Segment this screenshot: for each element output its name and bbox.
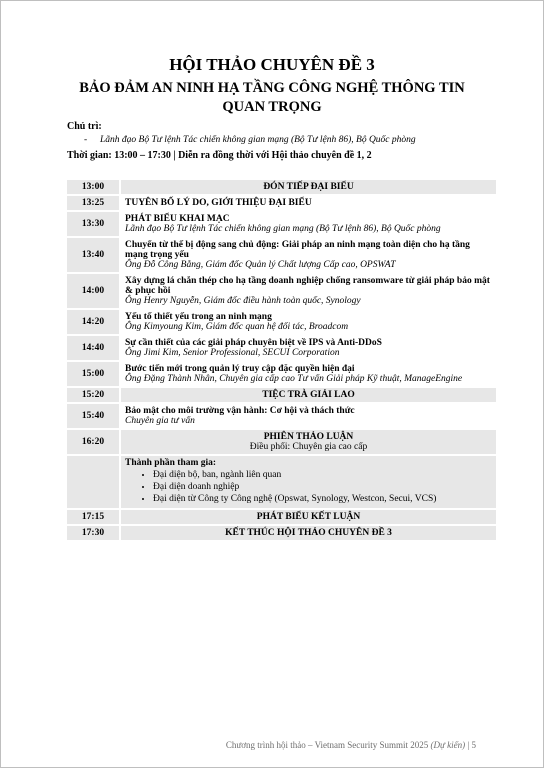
agenda-time: 17:30: [67, 526, 119, 540]
footer-draft: (Dự kiến): [430, 740, 466, 750]
agenda-speaker: Ông Kimyoung Kim, Giám đốc quan hệ đối tác, Broadcom: [125, 322, 349, 332]
agenda-row: [67, 310, 496, 334]
agenda-speaker: Ông Đặng Thành Nhân, Chuyên gia cấp cao Tư vấn Giải pháp Kỹ thuật, ManageEngine: [125, 374, 463, 384]
agenda-speaker: Ông Jimi Kim, Senior Professional, SECUI Corporation: [125, 348, 340, 358]
chair-text: Lãnh đạo Bộ Tư lệnh Tác chiến không gian mạng (Bộ Tư lệnh 86), Bộ Quốc phòng: [100, 135, 416, 145]
agenda-title: PHÁT BIỂU KẾT LUẬN: [119, 510, 496, 524]
footer-text: Chương trình hội thảo – Vietnam Security Summit 2025: [225, 740, 429, 750]
agenda-time: 14:20: [67, 310, 119, 334]
agenda-row: [67, 510, 496, 524]
agenda-table: [67, 178, 496, 542]
time-info: Thời gian: 13:00 – 17:30 | Diễn ra đồng thời với Hội thảo chuyên đề 1, 2: [67, 150, 372, 161]
agenda-time: 13:00: [67, 180, 119, 194]
agenda-title: Yếu tố thiết yếu trong an ninh mạng: [125, 312, 272, 322]
chair-dash: -: [84, 135, 88, 145]
page-subtitle: [0, 79, 544, 117]
agenda-cell: [119, 238, 496, 272]
agenda-time: 15:00: [67, 362, 119, 386]
agenda-cell: [119, 274, 496, 308]
agenda-time: 13:30: [67, 212, 119, 236]
agenda-row: [67, 196, 496, 210]
agenda-cell: [119, 310, 496, 334]
agenda-title: TIỆC TRÀ GIẢI LAO: [119, 388, 496, 402]
agenda-cell: [119, 212, 496, 236]
agenda-row: [67, 404, 496, 428]
agenda-title: Xây dựng lá chắn thép cho hạ tầng doanh nghiệp chống ransomware từ giải pháp bảo mật & phục hồi: [125, 276, 490, 296]
agenda-row: [67, 274, 496, 308]
agenda-time: 14:00: [67, 274, 119, 308]
agenda-time: 16:20: [67, 430, 119, 454]
agenda-cell: [119, 362, 496, 386]
agenda-row: [67, 238, 496, 272]
agenda-time: 13:25: [67, 196, 119, 210]
agenda-speaker: Ông Đỗ Công Bằng, Giám đốc Quản lý Chất lượng Cấp cao, OPSWAT: [125, 260, 396, 270]
agenda-title: Bước tiến mới trong quản lý truy cập đặc quyền hiện đại: [125, 364, 355, 374]
agenda-title: ĐÓN TIẾP ĐẠI BIỂU: [119, 180, 496, 194]
page-number: | 5: [467, 740, 476, 750]
agenda-row: [67, 388, 496, 402]
agenda-time: 15:20: [67, 388, 119, 402]
subtitle-line-2: QUAN TRỌNG: [222, 99, 322, 115]
agenda-time: 17:15: [67, 510, 119, 524]
agenda-time: 14:40: [67, 336, 119, 360]
agenda-title: KẾT THÚC HỘI THẢO CHUYÊN ĐỀ 3: [119, 526, 496, 540]
agenda-row: [67, 430, 496, 454]
agenda-cell: [119, 404, 496, 428]
agenda-time: 15:40: [67, 404, 119, 428]
agenda-row: [67, 456, 496, 508]
agenda-row: [67, 362, 496, 386]
page-title: HỘI THẢO CHUYÊN ĐỀ 3: [169, 55, 375, 74]
agenda-title: Sự cần thiết của các giải pháp chuyên biệt về IPS và Anti-DDoS: [125, 338, 382, 348]
agenda-row: [67, 212, 496, 236]
chair-item: [84, 135, 416, 145]
list-item: • Đại diện từ Công ty Công nghệ (Opswat, Synology, Westcon, Secui, VCS): [153, 494, 492, 504]
agenda-title: PHIÊN THẢO LUẬN: [263, 432, 354, 442]
participants-list: [125, 470, 492, 504]
agenda-title: PHÁT BIỂU KHAI MẠC: [125, 214, 230, 224]
agenda-title: TUYÊN BỐ LÝ DO, GIỚI THIỆU ĐẠI BIỂU: [119, 196, 496, 210]
agenda-note: Điều phối: Chuyên gia cao cấp: [249, 442, 368, 452]
agenda-row: [67, 526, 496, 540]
agenda-title: Chuyển từ thế bị động sang chủ động: Giải pháp an ninh mạng toàn diện cho hạ tầng mạng trọng yếu: [125, 240, 470, 260]
agenda-speaker: Chuyên gia tư vấn: [125, 416, 195, 426]
participants-cell: [119, 456, 496, 508]
chair-label: Chủ trì:: [67, 121, 102, 132]
list-item: • Đại diện doanh nghiệp: [153, 482, 492, 492]
agenda-speaker: Ông Henry Nguyễn, Giám đốc điều hành toàn quốc, Synology: [125, 296, 361, 306]
agenda-cell: [119, 336, 496, 360]
list-item: • Đại diện bộ, ban, ngành liên quan: [153, 470, 492, 480]
agenda-time-empty: [67, 456, 119, 508]
agenda-cell: [119, 430, 496, 454]
agenda-row: [67, 336, 496, 360]
participants-label: Thành phần tham gia:: [125, 458, 217, 468]
agenda-time: 13:40: [67, 238, 119, 272]
agenda-title: Bảo mật cho môi trường vận hành: Cơ hội và thách thức: [125, 406, 355, 416]
subtitle-line-1: BẢO ĐẢM AN NINH HẠ TẦNG CÔNG NGHỆ THÔNG TIN: [79, 80, 465, 96]
agenda-row: [67, 180, 496, 194]
agenda-speaker: Lãnh đạo Bộ Tư lệnh Tác chiến không gian mạng (Bộ Tư lệnh 86), Bộ Quốc phòng: [125, 224, 441, 234]
page-footer: [226, 740, 476, 750]
